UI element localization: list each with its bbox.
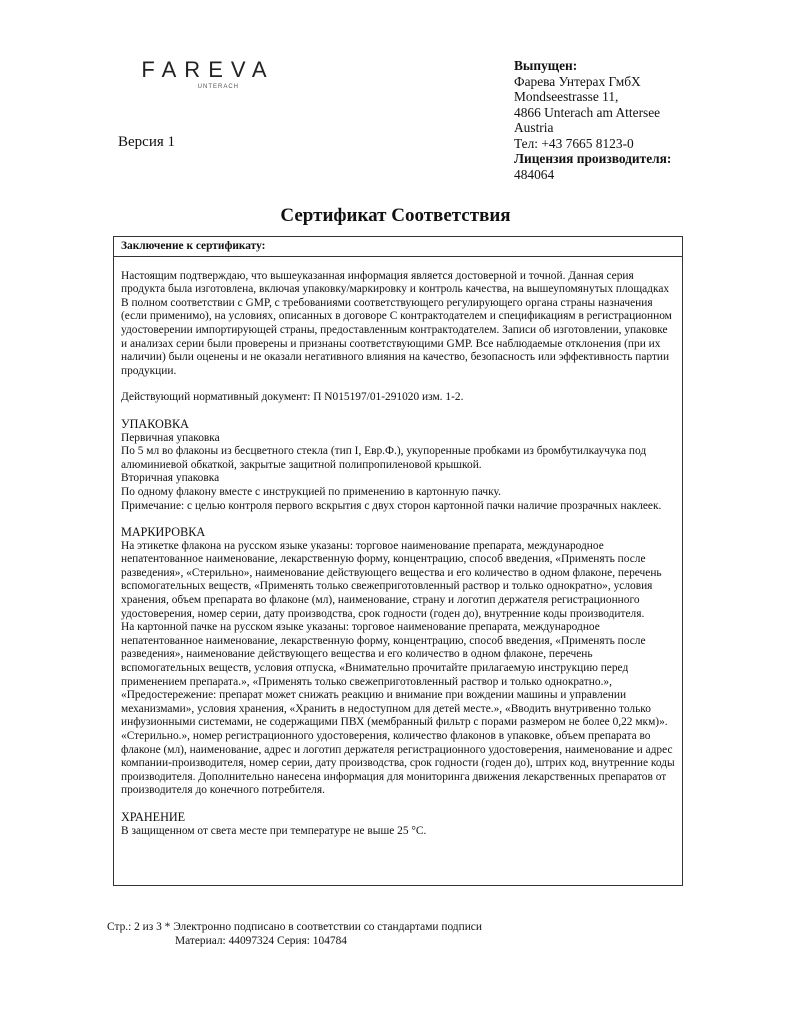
issuer-line: 4866 Unterach am Attersee	[514, 104, 661, 120]
logo-subtitle: UNTERACH	[197, 84, 239, 90]
storage-text: В защищенном от света месте при температуре не выше 25 °С.	[121, 824, 427, 837]
issuer-line: Mondseestrasse 11,	[514, 89, 619, 104]
issuer-heading: Выпущен:	[514, 58, 578, 73]
issuer-line: Фарева Унтерах ГмбХ	[514, 73, 641, 89]
packaging-line: По одному флакону вместе с инструкцией по применению в картонную пачку.	[121, 485, 501, 498]
license-number: 484064	[514, 166, 555, 182]
page-footer	[107, 920, 482, 948]
marking-title: МАРКИРОВКА	[121, 525, 206, 540]
conclusion-text: Настоящим подтверждаю, что вышеуказанная информация является достоверной и точной. Данная серия продукта была изготовлена, включая упаковку/маркировку и контроль качества, на вышеупомянутых площадках В полном соответствии с GMP, с требованиями соответствующего регулирующего органа страны назначения (если применимо), на условиях, описанных в договоре С контрактодателем и спецификациям в регистрационном удостоверении импортирующей страны, предоставленным контрактодателем. Записи об изготовлении, упаковке и анализах серии были проверены и признаны соответствующими GMP. Все наблюдаемые отклонения (при их наличии) были оценены и не оказали негативного влияния на качество, безопасность или эффективность партии продукции.	[121, 269, 672, 377]
storage-section	[121, 811, 675, 838]
normative-document: Действующий нормативный документ: П N015197/01-291020 изм. 1-2.	[121, 391, 464, 404]
company-logo	[125, 58, 291, 90]
storage-title: ХРАНЕНИЕ	[121, 809, 186, 824]
conclusion-heading: Заключение к сертификату:	[114, 240, 682, 257]
certificate-box	[113, 236, 683, 886]
document-version: Версия 1	[118, 134, 175, 150]
packaging-section	[121, 418, 675, 513]
packaging-line: Первичная упаковка	[121, 431, 220, 444]
packaging-line: По 5 мл во флаконы из бесцветного стекла (тип I, Евр.Ф.), укупоренные пробками из бромбутилкаучука под алюминиевой обкаткой, закрытые защитной полипропиленовой крышкой.	[121, 445, 647, 471]
issuer-block	[514, 58, 671, 182]
document-title: Сертификат Соответствия	[280, 205, 511, 226]
issuer-line: Тел: +43 7665 8123-0	[514, 135, 634, 151]
marking-section	[121, 526, 675, 798]
issuer-line: Austria	[514, 120, 554, 135]
marking-line: «Стерильно.», номер регистрационного удостоверения, количество флаконов в упаковке, объем препарата во флаконе (мл), наименование, адрес и логотип держателя регистрационного удостоверения, наименование и адрес компании-производителя, номер серии, дату производства, срок годности (годен до), штрих код, внутренние коды производителя. Дополнительно нанесена информация для мониторинга движения лекарственных препаратов от производителя до конечного потребителя.	[121, 730, 675, 797]
footer-page-info: Стр.: 2 из 3 * Электронно подписано в соответствии со стандартами подписи	[107, 921, 482, 933]
marking-line: На картонной пачке на русском языке указаны: торговое наименование препарата, международное непатентованное наименование, лекарственную форму, концентрацию, способ введения, «Применять после разведения», наименование действующего вещества и его количество в одном флаконе, перечень вспомогательных веществ, условия отпуска, «Внимательно прочитайте прилагаемую инструкцию перед применением препарата.», «Применять только свежеприготовленный раствор и только однократно.», «Предостережение: препарат может снижать реакцию и внимание при вождении машины и управлении механизмами», условия хранения, «Хранить в недоступном для детей месте.», «Вводить внутривенно только инфузионными системами, не содержащими ПВХ (мембранный фильтр с порами размером не более 0,22 мкм)».	[121, 621, 668, 729]
packaging-line: Вторичная упаковка	[121, 472, 220, 485]
logo-wordmark: FAREVA	[141, 57, 275, 82]
packaging-line: Примечание: с целью контроля первого вскрытия с двух сторон картонной пачки наличие прозрачных наклеек.	[121, 499, 662, 512]
packaging-title: УПАКОВКА	[121, 416, 189, 431]
marking-line: На этикетке флакона на русском языке указаны: торговое наименование препарата, международное непатентованное наименование, лекарственную форму, концентрацию, способ введения, «Применять после разведения», «Стерильно», наименование действующего вещества и его количество в одном флаконе, перечень вспомогательных веществ, «Применять только свежеприготовленный раствор и только однократно», условия хранения, объем препарата во флаконе (мл), наименование, страну и логотип держателя регистрационного удостоверения, номер серии, дату производства, срок годности (годен до), внутренние коды производителя.	[121, 539, 662, 620]
footer-material-info: Материал: 44097324 Серия: 104784	[175, 935, 347, 947]
license-heading: Лицензия производителя:	[514, 151, 672, 166]
